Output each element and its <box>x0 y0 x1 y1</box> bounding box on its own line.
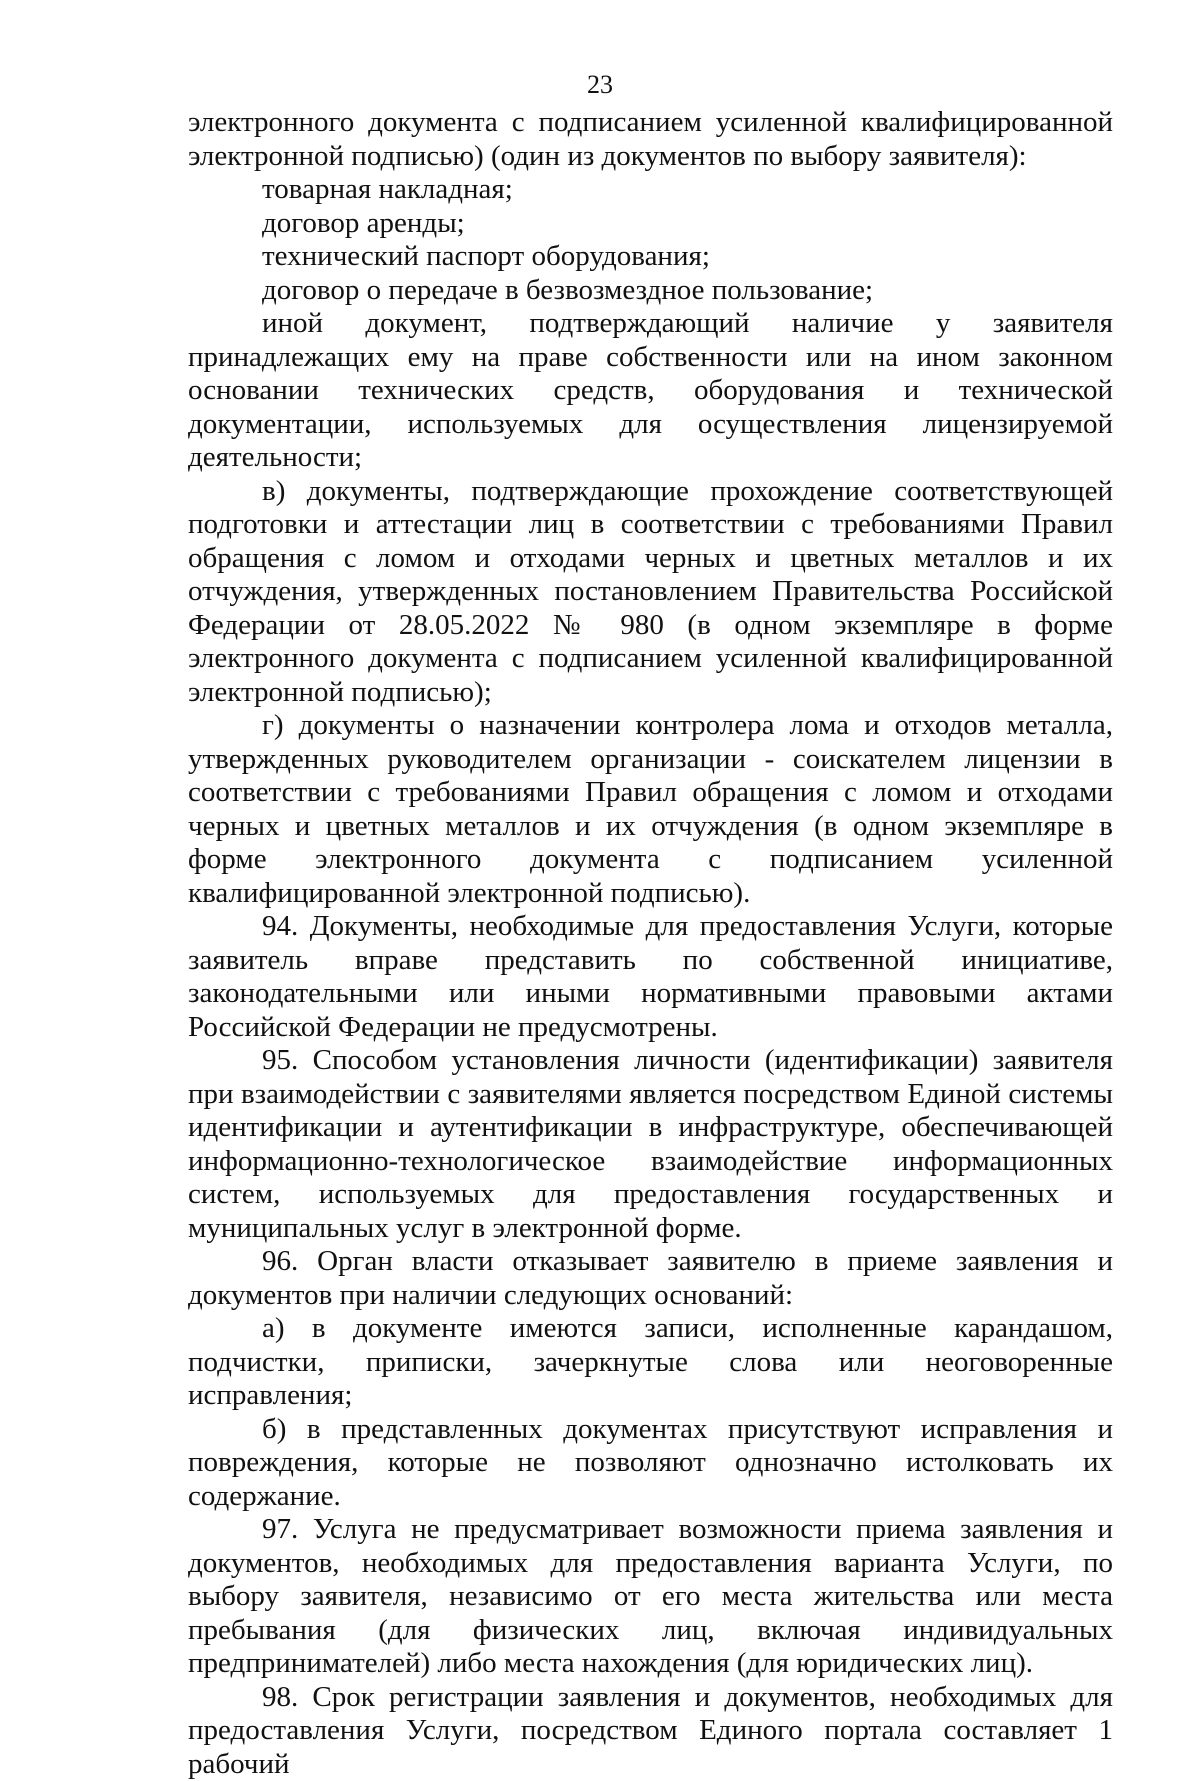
paragraph-continuation: электронного документа с подписанием усиленной квалифицированной электронной подписью) (один из документов по выбору заявителя): <box>188 106 1113 173</box>
subitem-g-controller-documents: г) документы о назначении контролера лома и отходов металла, утвержденных руководителем организации - соискателем лицензии в соответствии с требованиями Правил обращения с ломом и отходами черных и цветных металлов и их отчуждения (в одном экземпляре в форме электронного документа с подписанием усиленной квалифицированной электронной подписью). <box>188 709 1113 910</box>
clause-96-subitem-a: а) в документе имеются записи, исполненные карандашом, подчистки, приписки, зачеркнутые слова или неоговоренные исправления; <box>188 1312 1113 1413</box>
clause-94: 94. Документы, необходимые для предоставления Услуги, которые заявитель вправе представить по собственной инициативе, законодательными или иными нормативными правовыми актами Российской Федерации не предусмотрены. <box>188 910 1113 1044</box>
clause-95: 95. Способом установления личности (идентификации) заявителя при взаимодействии с заявителями является посредством Единой системы идентификации и аутентификации в инфраструктуре, обеспечивающей информационно-технологическое взаимодействие информационных систем, используемых для предоставления государственных и муниципальных услуг в электронной форме. <box>188 1044 1113 1245</box>
page-number: 23 <box>0 70 1200 100</box>
clause-97: 97. Услуга не предусматривает возможности приема заявления и документов, необходимых для предоставления варианта Услуги, по выбору заявителя, независимо от его места жительства или места пребывания (для физических лиц, включая индивидуальных предпринимателей) либо места нахождения (для юридических лиц). <box>188 1513 1113 1681</box>
list-item-free-use-agreement: договор о передаче в безвозмездное пользование; <box>188 274 1113 308</box>
clause-96: 96. Орган власти отказывает заявителю в приеме заявления и документов при наличии следующих оснований: <box>188 1245 1113 1312</box>
list-item-waybill: товарная накладная; <box>188 173 1113 207</box>
list-item-other-document: иной документ, подтверждающий наличие у заявителя принадлежащих ему на праве собственности или на ином законном основании технических средств, оборудования и технической документации, используемых для осуществления лицензируемой деятельности; <box>188 307 1113 475</box>
list-item-lease-agreement: договор аренды; <box>188 207 1113 241</box>
document-body <box>188 106 1113 1781</box>
clause-98: 98. Срок регистрации заявления и документов, необходимых для предоставления Услуги, посредством Единого портала составляет 1 рабочий <box>188 1681 1113 1781</box>
subitem-v-training-documents: в) документы, подтверждающие прохождение соответствующей подготовки и аттестации лиц в соответствии с требованиями Правил обращения с ломом и отходами черных и цветных металлов и их отчуждения, утвержденных постановлением Правительства Российской Федерации от 28.05.2022 № 980 (в одном экземпляре в форме электронного документа с подписанием усиленной квалифицированной электронной подписью); <box>188 475 1113 710</box>
list-item-technical-passport: технический паспорт оборудования; <box>188 240 1113 274</box>
clause-96-subitem-b: б) в представленных документах присутствуют исправления и повреждения, которые не позволяют однозначно истолковать их содержание. <box>188 1413 1113 1514</box>
